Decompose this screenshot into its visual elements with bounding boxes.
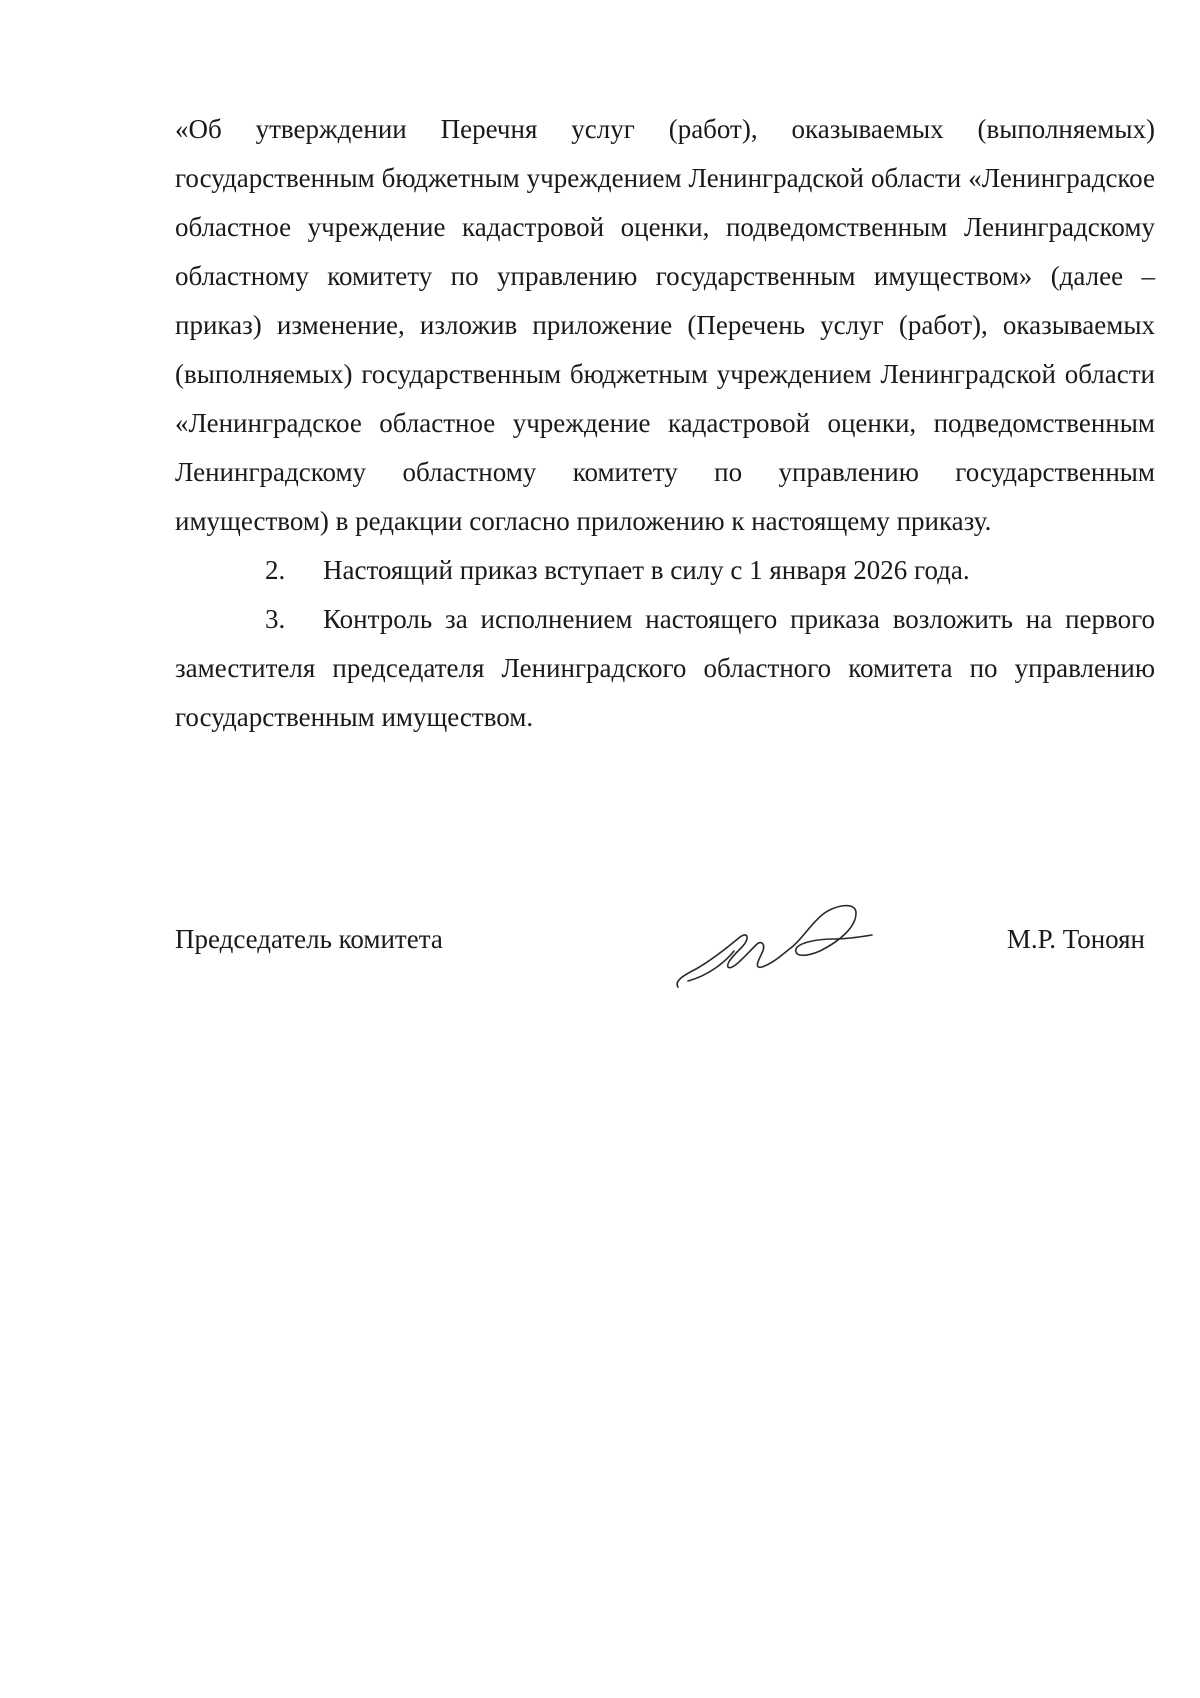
signature-block: [175, 895, 1155, 1015]
list-item-2: [175, 546, 1155, 595]
handwritten-signature-icon: [670, 895, 880, 995]
document-body: [175, 105, 1155, 742]
continued-paragraph: «Об утверждении Перечня услуг (работ), оказываемых (выполняемых) государственным бюджетным учреждением Ленинградской области «Ленинградское областное учреждение кадастровой оценки, подведомственным Ленинградскому областному комитету по управлению государственным имуществом» (далее – приказ) изменение, изложив приложение (Перечень услуг (работ), оказываемых (выполняемых) государственным бюджетным учреждением Ленинградской области «Ленинградское областное учреждение кадастровой оценки, подведомственным Ленинградскому областному комитету по управлению государственным имуществом) в редакции согласно приложению к настоящему приказу.: [175, 114, 1155, 536]
item-text: Контроль за исполнением настоящего приказа возложить на первого заместителя председателя Ленинградского областного комитета по управлению государственным имуществом.: [175, 604, 1155, 732]
signatory-name: М.Р. Тоноян: [1006, 924, 1145, 954]
item-number: 2.: [265, 555, 286, 585]
item-number: 3.: [265, 604, 286, 634]
list-item-3: [175, 595, 1155, 742]
signatory-role: Председатель комитета: [175, 924, 443, 954]
item-text: Настоящий приказ вступает в силу с 1 января 2026 года.: [323, 555, 970, 585]
